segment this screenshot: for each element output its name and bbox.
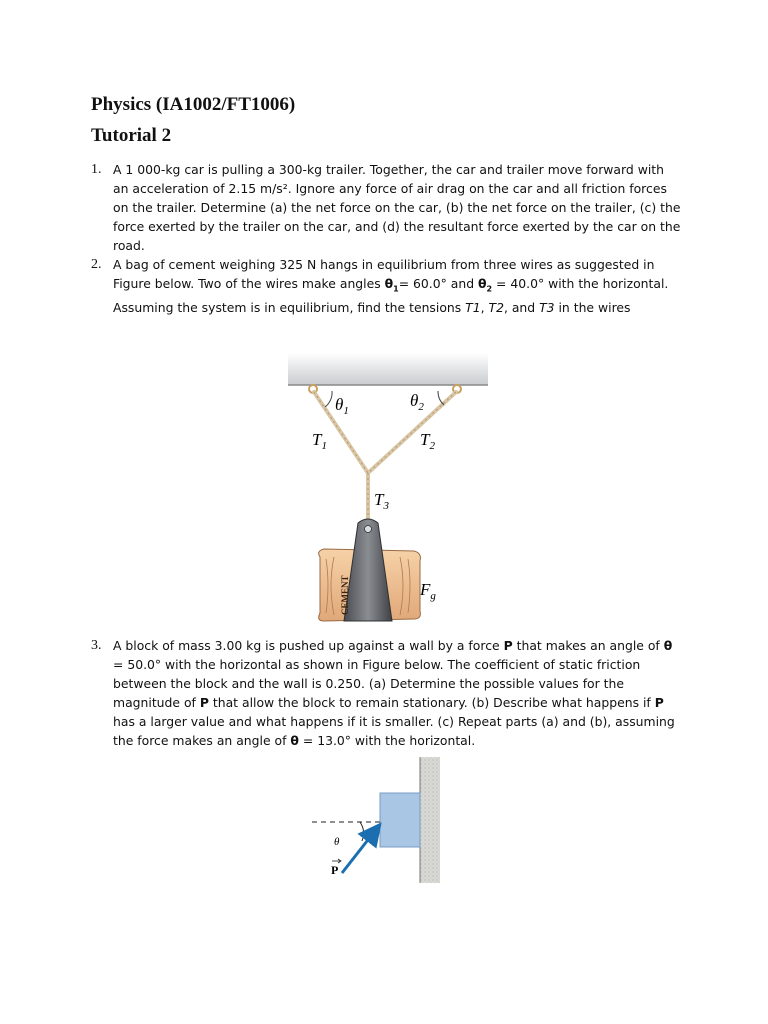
force-arrow <box>342 827 378 873</box>
force-label: P <box>331 863 339 877</box>
cement-text: CEMENT <box>340 575 350 615</box>
question-2-text: A bag of cement weighing 325 N hangs in equilibrium from three wires as suggested in Figure below. Two of the wires make angles $\theta_1= 60.0^\circ$ and $\theta_2 = 40.0^\circ$ with the horizontal. Assuming the system is in equilibrium, find the tensions T1, T2, and T3 in the wires <box>113 257 669 316</box>
theta-label: θ <box>334 836 340 848</box>
question-1 <box>91 160 681 255</box>
block <box>380 793 420 847</box>
bag-strap <box>344 519 392 621</box>
cement-bag-figure <box>280 345 500 625</box>
question-1-text: A 1 000-kg car is pulling a 300-kg trailer. Together, the car and trailer move forward with an acceleration of 2.15 m/s². Ignore any force of air drag on the car and all friction forces on the trailer. Determine (a) the net force on the car, (b) the net force on the trailer, (c) the force exerted by the trailer on the car, and (d) the resultant force exerted by the car on the road. <box>113 162 681 253</box>
question-3 <box>91 636 681 750</box>
question-2 <box>91 255 681 317</box>
t1-label: $T_1$ <box>312 430 327 452</box>
t3-label: $T_3$ <box>374 490 389 512</box>
block-wall-figure <box>300 755 460 890</box>
question-3-number: 3. <box>91 638 102 653</box>
question-1-number: 1. <box>91 162 102 177</box>
question-3-text: A block of mass 3.00 kg is pushed up against a wall by a force P that makes an angle of θ = 50.0° with the horizontal as shown in Figure below. The coefficient of static friction between the block and the wall is 0.250. (a) Determine the possible values for the magnitude of P that allow the block to remain stationary. (b) Describe what happens if P has a larger value and what happens if it is smaller. (c) Repeat parts (a) and (b), assuming the force makes an angle of θ = 13.0° with the horizontal. <box>113 638 675 748</box>
course-title: Physics (IA1002/FT1006) <box>91 94 296 115</box>
tutorial-title: Tutorial 2 <box>91 125 172 146</box>
fg-label: $F_g$ <box>420 580 436 602</box>
ceiling <box>288 353 488 385</box>
question-2-number: 2. <box>91 257 102 272</box>
theta1-label: $\theta_1$ <box>335 395 349 417</box>
theta2-label: $\theta_2$ <box>410 391 424 413</box>
wall <box>420 757 440 883</box>
t2-label: $T_2$ <box>420 430 435 452</box>
